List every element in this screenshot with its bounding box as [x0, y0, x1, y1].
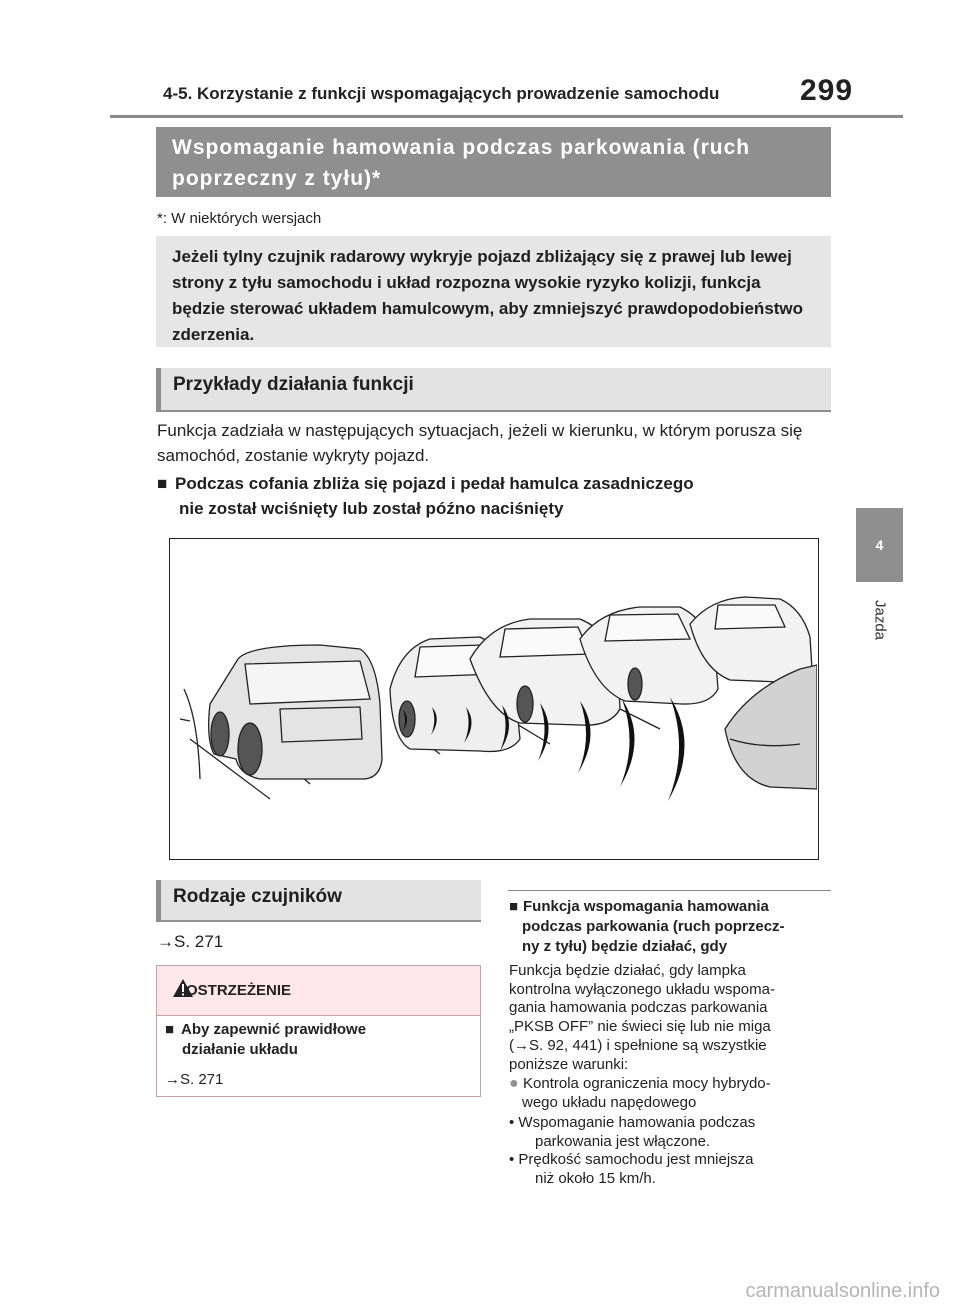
section-title: Wspomaganie hamowania podczas parkowania (ruch poprzeczny z tyłu)* — [156, 127, 831, 197]
sensors-reference-link[interactable]: →S. 271 — [157, 932, 224, 951]
right-column-heading — [509, 897, 834, 957]
chapter-tab-label: Jazda — [871, 599, 889, 641]
parking-scene-drawing — [170, 539, 817, 858]
rc-paragraph-line: (→S. 92, 441) i spełnione są wszystkie — [509, 1036, 767, 1054]
header-rule — [110, 115, 903, 118]
sensors-heading: Rodzaje czujników — [156, 880, 481, 922]
illustration-rear-cross-traffic — [169, 538, 819, 860]
right-column-paragraph — [509, 962, 834, 1074]
list-item-line2: parkowania jest włączone. — [535, 1132, 711, 1150]
rc-paragraph-line: gania hamowania podczas parkowania — [509, 999, 768, 1017]
rc-heading-line3: ny z tyłu) będzie działać, gdy — [522, 938, 728, 955]
circle-bullet-icon: ● — [509, 1075, 519, 1092]
warning-reference-link[interactable]: →S. 271 — [165, 1071, 224, 1088]
square-bullet-icon: ■ — [157, 474, 168, 493]
examples-heading: Przykłady działania funkcji — [156, 368, 831, 412]
square-bullet-icon: ■ — [165, 1021, 175, 1038]
list-item-line2: niż około 15 km/h. — [535, 1170, 656, 1188]
page-number: 299 — [800, 74, 854, 107]
example-bullet-line1: Podczas cofania zbliża się pojazd i pedał hamulca zasadniczego — [175, 474, 694, 493]
rc-heading-line2: podczas parkowania (ruch poprzecz- — [522, 918, 785, 935]
condition-list — [509, 1114, 834, 1189]
chapter-tab-number: 4 — [856, 508, 903, 582]
running-header-title: 4-5. Korzystanie z funkcji wspomagających prowadzenie samochodu — [163, 84, 720, 103]
rc-paragraph-line: kontrolna wyłączonego układu wspoma- — [509, 980, 775, 998]
warning-item-line1: Aby zapewnić prawidłowe — [181, 1021, 367, 1038]
rc-paragraph-line: Funkcja będzie działać, gdy lampka — [509, 962, 746, 979]
warning-title: OSTRZEŻENIE — [186, 982, 292, 999]
condition-line2: wego układu napędowego — [522, 1094, 697, 1111]
watermark: carmanualsonline.info — [745, 1280, 940, 1302]
condition-line1: Kontrola ograniczenia mocy hybrydo- — [523, 1075, 771, 1092]
right-column-rule — [508, 890, 831, 891]
condition-item — [509, 1074, 834, 1112]
rc-heading-line1: Funkcja wspomagania hamowania — [523, 898, 769, 915]
square-bullet-icon: ■ — [509, 898, 519, 915]
rc-paragraph-line: „PKSB OFF” nie świeci się lub nie miga — [509, 1018, 771, 1036]
examples-paragraph: Funkcja zadziała w następujących sytuacjach, jeżeli w kierunku, w którym porusza się samochód, zostanie wykryty pojazd. — [157, 421, 803, 465]
rc-paragraph-line: poniższe warunki: — [509, 1055, 629, 1073]
footnote: *: W niektórych wersjach — [157, 210, 322, 227]
list-item-line1: • Wspomaganie hamowania podczas — [509, 1114, 756, 1131]
example-bullet-line2: nie został wciśnięty lub został późno naciśnięty — [179, 499, 564, 518]
list-item — [509, 1151, 834, 1188]
list-item-line1: • Prędkość samochodu jest mniejsza — [509, 1151, 754, 1169]
warning-body — [165, 1020, 470, 1090]
example-bullet — [157, 471, 817, 521]
intro-box: Jeżeli tylny czujnik radarowy wykryje pojazd zbliżający się z prawej lub lewej strony z tyłu samochodu i układ rozpozna wysokie ryzyko kolizji, funkcja będzie sterować układem hamulcowym, aby zmniejszyć prawdopodobieństwo zderzenia. — [156, 236, 831, 347]
warning-item-line2: działanie układu — [182, 1041, 298, 1058]
list-item — [509, 1114, 834, 1151]
